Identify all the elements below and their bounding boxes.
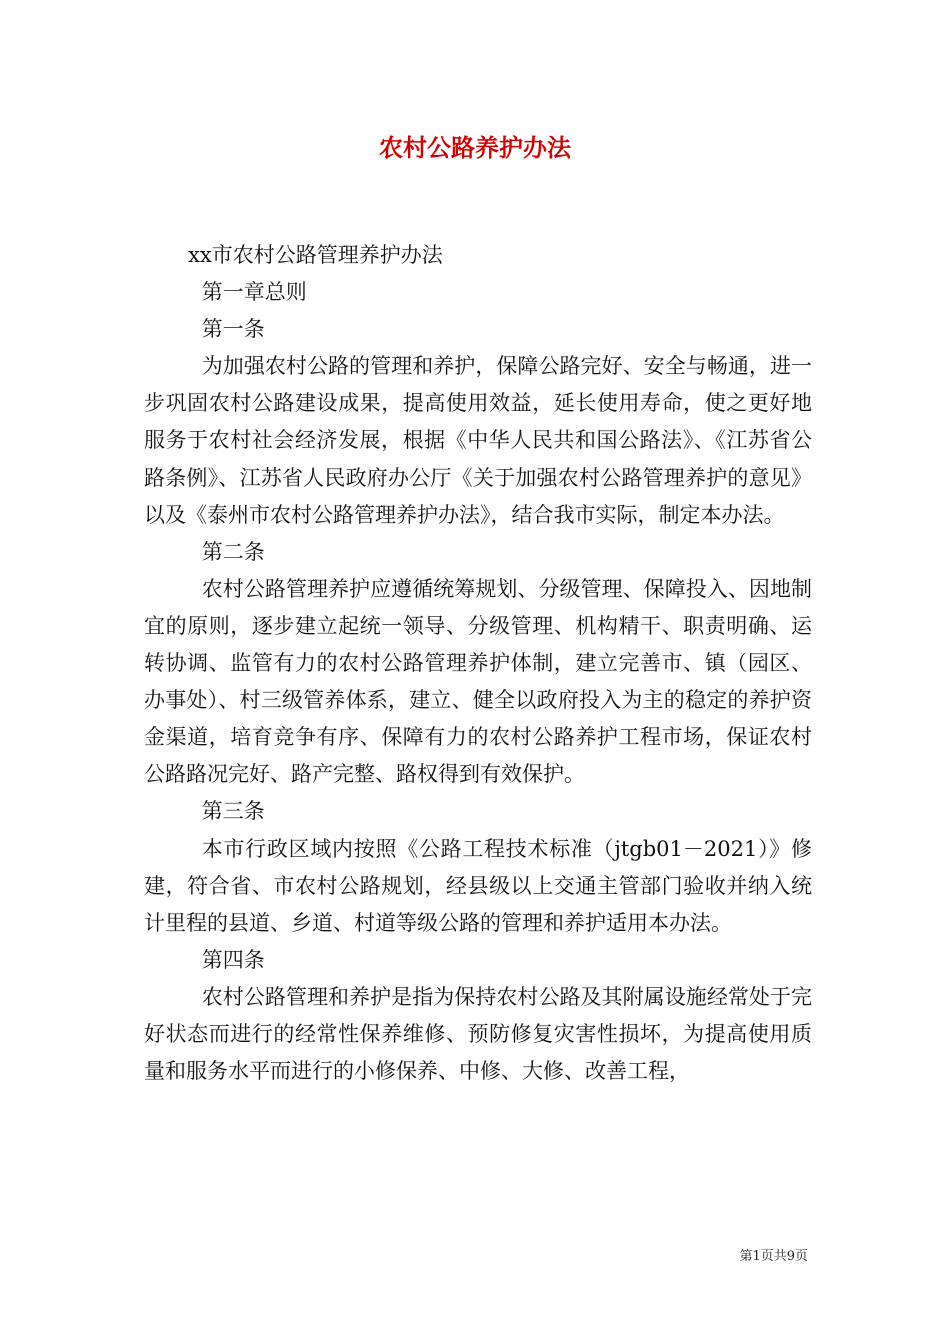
article-text-4: 农村公路管理和养护是指为保持农村公路及其附属设施经常处于完好状态而进行的经常性保养维修、预防修复灾害性损坏，为提高使用质量和服务水平而进行的小修保养、中修、大修、改善工程， <box>144 984 812 1084</box>
article-text-3: 本市行政区域内按照《公路工程技术标准（jtgb01－2021）》修建，符合省、市农村公路规划，经县级以上交通主管部门验收并纳入统计里程的县道、乡道、村道等级公路的管理和养护适用本办法。 <box>144 836 812 935</box>
article-heading-3: 第三条 <box>201 799 265 824</box>
article-text-1: 为加强农村公路的管理和养护，保障公路完好、安全与畅通，进一步巩固农村公路建设成果，提高使用效益，延长使用寿命，使之更好地服务于农村社会经济发展，根据《中华人民共和国公路法》、《江苏省公路条例》、江苏省人民政府办公厅《关于加强农村公路管理养护的意见》以及《泰州市农村公路管理养护办法》，结合我市实际，制定本办法。 <box>144 354 812 527</box>
page-number-footer: 第1页共9页 <box>739 1249 808 1264</box>
article-heading-1: 第一条 <box>201 317 265 342</box>
document-title: 农村公路养护办法 <box>379 133 571 162</box>
subtitle-paragraph: xx市农村公路管理养护办法 <box>188 243 443 267</box>
article-text-2: 农村公路管理养护应遵循统筹规划、分级管理、保障投入、因地制宜的原则，逐步建立起统一领导、分级管理、机构精干、职责明确、运转协调、监管有力的农村公路管理养护体制，建立完善市、镇（园区、办事处）、村三级管养体系，建立、健全以政府投入为主的稳定的养护资金渠道，培育竞争有序、保障有力的农村公路养护工程市场，保证农村公路路况完好、路产完整、路权得到有效保护。 <box>144 576 812 787</box>
document-body <box>144 237 812 1090</box>
article-heading-4: 第四条 <box>201 947 265 972</box>
article-heading-2: 第二条 <box>201 539 265 564</box>
chapter-heading: 第一章总则 <box>201 280 307 305</box>
